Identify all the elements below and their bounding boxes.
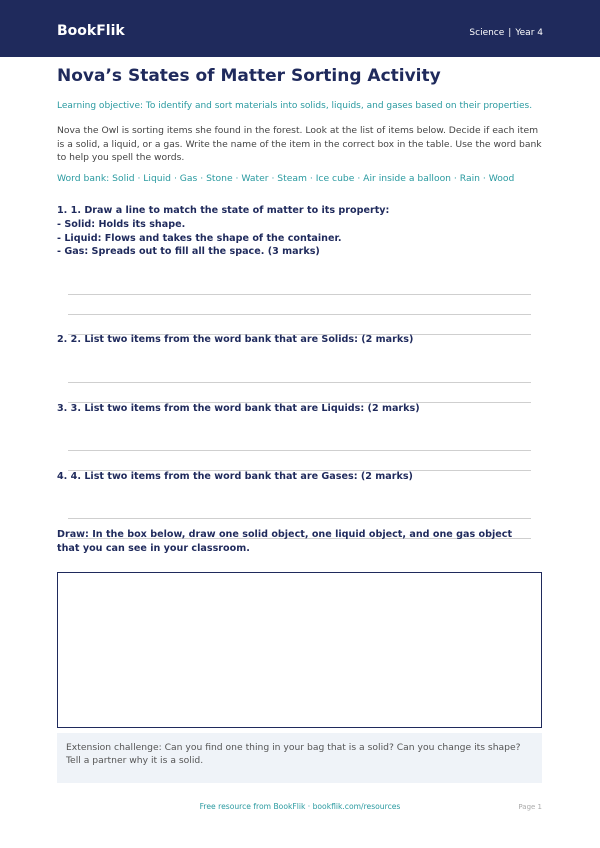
- answer-line[interactable]: [68, 450, 531, 451]
- subject-label: Science: [469, 28, 505, 38]
- draw-instruction: Draw: In the box below, draw one solid object, one liquid object, and one gas object that you can see in your classroom.: [57, 529, 513, 555]
- extension-challenge: Extension challenge: Can you find one thing in your bag that is a solid? Can you change its shape? Tell a partner why it is a solid.: [57, 733, 542, 783]
- subject-year: [469, 28, 543, 38]
- question-3: 3. 3. List two items from the word bank that are Liquids: (2 marks): [57, 403, 420, 414]
- answer-line[interactable]: [68, 314, 531, 315]
- word-bank: Word bank: Solid · Liquid · Gas · Stone · Water · Steam · Ice cube · Air inside a balloon · Rain · Wood: [57, 173, 515, 184]
- question-2: 2. 2. List two items from the word bank that are Solids: (2 marks): [57, 334, 414, 345]
- page-number: Page 1: [518, 803, 542, 811]
- answer-line[interactable]: [68, 294, 531, 295]
- intro-text: Nova the Owl is sorting items she found in the forest. Look at the list of items below. Decide if each item is a solid, a liquid, or a gas. Write the name of the item in the correct box in the table. Use the word bank to help you spell the words.: [57, 125, 542, 164]
- header-bar: [0, 0, 600, 57]
- question-4: 4. 4. List two items from the word bank that are Gases: (2 marks): [57, 471, 413, 482]
- page-title: Nova’s States of Matter Sorting Activity: [57, 66, 441, 86]
- drawing-box[interactable]: [57, 572, 542, 728]
- question-1-gas: - Gas: Spreads out to fill all the space. (3 marks): [57, 246, 320, 258]
- year-label: Year 4: [515, 28, 543, 38]
- footer-text: Free resource from BookFlik · bookflik.com/resources: [199, 802, 401, 811]
- question-1-liquid: - Liquid: Flows and takes the shape of the container.: [57, 232, 342, 244]
- brand-logo: BookFlik: [57, 23, 125, 39]
- answer-line[interactable]: [68, 518, 531, 519]
- answer-line[interactable]: [68, 382, 531, 383]
- learning-objective: Learning objective: To identify and sort materials into solids, liquids, and gases based on their properties.: [57, 101, 533, 111]
- question-1: [57, 204, 389, 259]
- separator: |: [508, 28, 512, 38]
- question-1-solid: - Solid: Holds its shape.: [57, 218, 186, 230]
- question-1-prompt: 1. 1. Draw a line to match the state of matter to its property:: [57, 205, 390, 216]
